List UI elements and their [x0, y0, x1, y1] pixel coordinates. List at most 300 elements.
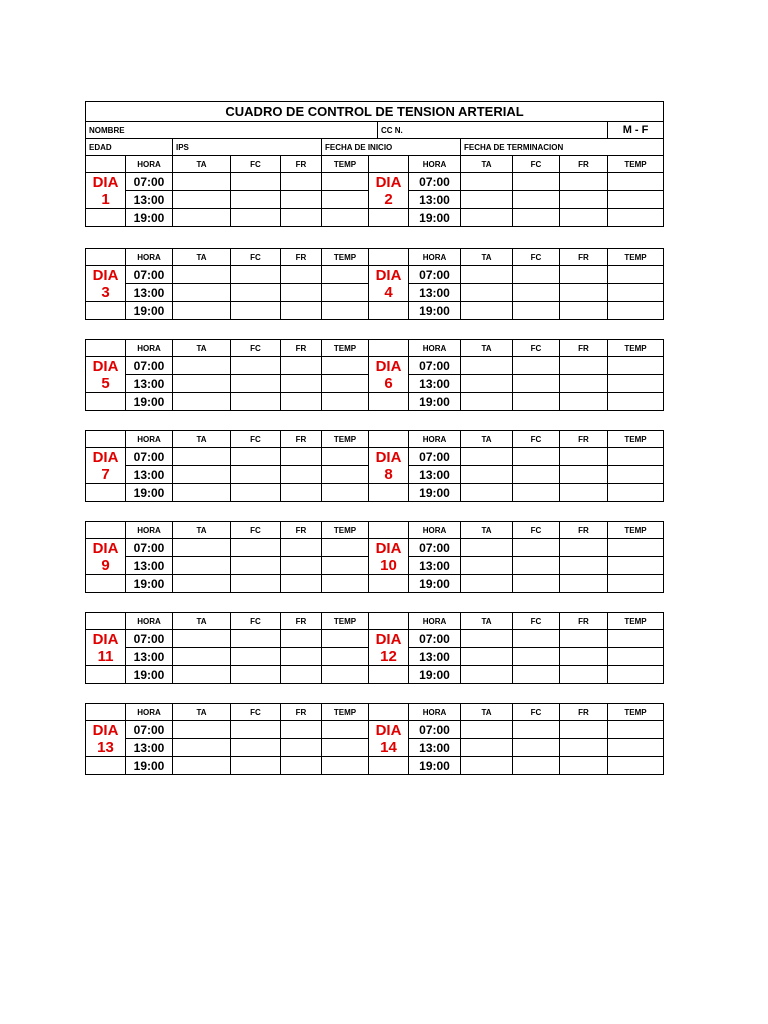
col-fc: FC — [513, 156, 560, 173]
fc-input-cell[interactable] — [231, 539, 281, 557]
ta-input-cell[interactable] — [173, 739, 231, 757]
fr-input-cell[interactable] — [560, 666, 608, 684]
col-ta: TA — [461, 704, 513, 721]
fecha-inicio-field[interactable]: FECHA DE INICIO — [322, 139, 461, 156]
col-temp: TEMP — [608, 704, 664, 721]
temp-input-cell[interactable] — [608, 630, 664, 648]
time-row — [86, 173, 664, 191]
col-fc: FC — [513, 340, 560, 357]
fc-input-cell[interactable] — [231, 357, 281, 375]
time-cell: 13:00 — [126, 191, 173, 209]
fr-input-cell[interactable] — [560, 448, 608, 466]
fr-input-cell[interactable] — [281, 484, 322, 502]
col-fc: FC — [513, 431, 560, 448]
fc-input-cell[interactable] — [513, 666, 560, 684]
temp-input-cell[interactable] — [608, 448, 664, 466]
col-ta: TA — [173, 704, 231, 721]
day-label-right: DIA 4 — [369, 266, 409, 302]
col-temp: TEMP — [322, 340, 369, 357]
time-cell: 13:00 — [409, 648, 461, 666]
ta-input-cell[interactable] — [173, 539, 231, 557]
fr-input-cell[interactable] — [560, 191, 608, 209]
ta-input-cell[interactable] — [461, 648, 513, 666]
time-cell: 13:00 — [409, 557, 461, 575]
col-fc: FC — [231, 522, 281, 539]
col-ta: TA — [461, 431, 513, 448]
temp-input-cell[interactable] — [608, 191, 664, 209]
temp-input-cell[interactable] — [608, 173, 664, 191]
time-row — [86, 757, 664, 775]
time-cell: 19:00 — [409, 209, 461, 227]
fc-input-cell[interactable] — [231, 173, 281, 191]
col-ta: TA — [461, 340, 513, 357]
ta-input-cell[interactable] — [461, 284, 513, 302]
ta-input-cell[interactable] — [173, 757, 231, 775]
day-spacer-cell — [86, 666, 126, 684]
day-label-left: DIA 5 — [86, 357, 126, 393]
header-blank-cell — [369, 249, 409, 266]
fc-input-cell[interactable] — [513, 630, 560, 648]
col-ta: TA — [173, 156, 231, 173]
col-fc: FC — [513, 613, 560, 630]
col-temp: TEMP — [322, 522, 369, 539]
fr-input-cell[interactable] — [281, 357, 322, 375]
fr-input-cell[interactable] — [281, 721, 322, 739]
col-fc: FC — [513, 249, 560, 266]
day-spacer-cell — [369, 575, 409, 593]
temp-input-cell[interactable] — [322, 466, 369, 484]
fc-input-cell[interactable] — [513, 302, 560, 320]
time-cell: 13:00 — [126, 557, 173, 575]
ta-input-cell[interactable] — [461, 302, 513, 320]
temp-input-cell[interactable] — [608, 393, 664, 411]
fc-input-cell[interactable] — [513, 173, 560, 191]
fr-input-cell[interactable] — [281, 191, 322, 209]
temp-input-cell[interactable] — [608, 209, 664, 227]
fr-input-cell[interactable] — [560, 266, 608, 284]
fc-input-cell[interactable] — [231, 648, 281, 666]
fc-input-cell[interactable] — [231, 739, 281, 757]
ta-input-cell[interactable] — [173, 357, 231, 375]
col-hora: HORA — [409, 522, 461, 539]
fc-input-cell[interactable] — [513, 393, 560, 411]
col-fr: FR — [281, 613, 322, 630]
temp-input-cell[interactable] — [608, 375, 664, 393]
fr-input-cell[interactable] — [560, 557, 608, 575]
fc-input-cell[interactable] — [513, 557, 560, 575]
fc-input-cell[interactable] — [231, 393, 281, 411]
col-temp: TEMP — [608, 522, 664, 539]
fc-input-cell[interactable] — [513, 375, 560, 393]
fc-input-cell[interactable] — [513, 739, 560, 757]
time-row — [86, 484, 664, 502]
edad-field[interactable]: EDAD — [86, 139, 173, 156]
fr-input-cell[interactable] — [281, 757, 322, 775]
time-cell: 19:00 — [126, 757, 173, 775]
time-cell: 07:00 — [409, 173, 461, 191]
fc-input-cell[interactable] — [513, 757, 560, 775]
temp-input-cell[interactable] — [322, 302, 369, 320]
ta-input-cell[interactable] — [461, 173, 513, 191]
fr-input-cell[interactable] — [560, 284, 608, 302]
col-ta: TA — [461, 249, 513, 266]
ta-input-cell[interactable] — [173, 393, 231, 411]
fecha-terminacion-field[interactable]: FECHA DE TERMINACION — [461, 139, 664, 156]
fc-input-cell[interactable] — [513, 721, 560, 739]
col-temp: TEMP — [608, 340, 664, 357]
temp-input-cell[interactable] — [608, 266, 664, 284]
time-row — [86, 448, 664, 466]
fr-input-cell[interactable] — [560, 721, 608, 739]
temp-input-cell[interactable] — [322, 557, 369, 575]
ta-input-cell[interactable] — [173, 448, 231, 466]
temp-input-cell[interactable] — [322, 448, 369, 466]
temp-input-cell[interactable] — [608, 466, 664, 484]
time-cell: 13:00 — [409, 466, 461, 484]
ta-input-cell[interactable] — [173, 209, 231, 227]
fr-input-cell[interactable] — [560, 393, 608, 411]
header-blank-cell — [86, 704, 126, 721]
fc-input-cell[interactable] — [513, 575, 560, 593]
day-spacer-cell — [369, 302, 409, 320]
col-fr: FR — [560, 522, 608, 539]
col-temp: TEMP — [322, 431, 369, 448]
fc-input-cell[interactable] — [513, 209, 560, 227]
col-fc: FC — [231, 704, 281, 721]
col-ta: TA — [461, 522, 513, 539]
temp-input-cell[interactable] — [608, 539, 664, 557]
ta-input-cell[interactable] — [461, 357, 513, 375]
day-spacer-cell — [86, 302, 126, 320]
col-hora: HORA — [126, 522, 173, 539]
temp-input-cell[interactable] — [322, 375, 369, 393]
time-cell: 13:00 — [126, 375, 173, 393]
temp-input-cell[interactable] — [322, 666, 369, 684]
sheet-title: CUADRO DE CONTROL DE TENSION ARTERIAL — [86, 102, 664, 122]
ta-input-cell[interactable] — [461, 484, 513, 502]
fc-input-cell[interactable] — [513, 266, 560, 284]
fr-input-cell[interactable] — [281, 575, 322, 593]
temp-input-cell[interactable] — [322, 739, 369, 757]
day-spacer-cell — [86, 209, 126, 227]
fr-input-cell[interactable] — [281, 557, 322, 575]
time-row — [86, 666, 664, 684]
fr-input-cell[interactable] — [281, 466, 322, 484]
ips-field[interactable]: IPS — [173, 139, 322, 156]
fc-input-cell[interactable] — [231, 284, 281, 302]
temp-input-cell[interactable] — [608, 648, 664, 666]
fr-input-cell[interactable] — [560, 357, 608, 375]
header-blank-cell — [86, 431, 126, 448]
temp-input-cell[interactable] — [608, 666, 664, 684]
fr-input-cell[interactable] — [560, 484, 608, 502]
header-blank-cell — [369, 522, 409, 539]
ta-input-cell[interactable] — [461, 191, 513, 209]
ta-input-cell[interactable] — [173, 630, 231, 648]
temp-input-cell[interactable] — [608, 302, 664, 320]
day-spacer-cell — [369, 666, 409, 684]
ta-input-cell[interactable] — [173, 302, 231, 320]
column-header-row — [86, 431, 664, 448]
nombre-field[interactable]: NOMBRE — [86, 122, 378, 139]
temp-input-cell[interactable] — [608, 739, 664, 757]
day-label-right: DIA 2 — [369, 173, 409, 209]
cc-field[interactable]: CC N. — [378, 122, 608, 139]
fc-input-cell[interactable] — [513, 539, 560, 557]
sex-field[interactable]: M - F — [608, 122, 664, 139]
fc-input-cell[interactable] — [231, 448, 281, 466]
fc-input-cell[interactable] — [513, 448, 560, 466]
col-fc: FC — [231, 613, 281, 630]
fr-input-cell[interactable] — [281, 739, 322, 757]
temp-input-cell[interactable] — [608, 357, 664, 375]
temp-input-cell[interactable] — [322, 721, 369, 739]
ta-input-cell[interactable] — [461, 739, 513, 757]
day-spacer-cell — [86, 575, 126, 593]
ta-input-cell[interactable] — [461, 266, 513, 284]
time-cell: 19:00 — [409, 393, 461, 411]
ta-input-cell[interactable] — [173, 648, 231, 666]
col-hora: HORA — [126, 340, 173, 357]
day-block-13-14 — [85, 703, 664, 775]
fr-input-cell[interactable] — [560, 757, 608, 775]
fc-input-cell[interactable] — [231, 209, 281, 227]
day-spacer-cell — [86, 757, 126, 775]
fr-input-cell[interactable] — [560, 209, 608, 227]
fr-input-cell[interactable] — [281, 302, 322, 320]
temp-input-cell[interactable] — [322, 575, 369, 593]
fr-input-cell[interactable] — [560, 648, 608, 666]
day-spacer-cell — [86, 484, 126, 502]
ta-input-cell[interactable] — [461, 757, 513, 775]
temp-input-cell[interactable] — [322, 484, 369, 502]
fr-input-cell[interactable] — [281, 209, 322, 227]
ta-input-cell[interactable] — [461, 721, 513, 739]
time-cell: 07:00 — [126, 266, 173, 284]
time-cell: 19:00 — [126, 484, 173, 502]
col-fr: FR — [281, 431, 322, 448]
fc-input-cell[interactable] — [231, 191, 281, 209]
col-temp: TEMP — [608, 249, 664, 266]
fr-input-cell[interactable] — [281, 173, 322, 191]
time-cell: 07:00 — [409, 448, 461, 466]
col-fr: FR — [281, 522, 322, 539]
fr-input-cell[interactable] — [560, 466, 608, 484]
ta-input-cell[interactable] — [173, 557, 231, 575]
fc-input-cell[interactable] — [231, 375, 281, 393]
time-cell: 19:00 — [126, 666, 173, 684]
temp-input-cell[interactable] — [322, 191, 369, 209]
temp-input-cell[interactable] — [608, 757, 664, 775]
fc-input-cell[interactable] — [231, 557, 281, 575]
ta-input-cell[interactable] — [173, 191, 231, 209]
fc-input-cell[interactable] — [513, 466, 560, 484]
fr-input-cell[interactable] — [560, 302, 608, 320]
col-hora: HORA — [126, 249, 173, 266]
time-cell: 13:00 — [126, 739, 173, 757]
ta-input-cell[interactable] — [173, 266, 231, 284]
ta-input-cell[interactable] — [461, 575, 513, 593]
column-header-row — [86, 522, 664, 539]
col-temp: TEMP — [322, 704, 369, 721]
temp-input-cell[interactable] — [608, 557, 664, 575]
col-hora: HORA — [409, 249, 461, 266]
time-cell: 19:00 — [126, 209, 173, 227]
column-header-row — [86, 249, 664, 266]
day-block-7-8 — [85, 430, 664, 502]
day-spacer-cell — [86, 393, 126, 411]
ta-input-cell[interactable] — [461, 466, 513, 484]
day-label-left: DIA 9 — [86, 539, 126, 575]
fc-input-cell[interactable] — [231, 630, 281, 648]
ta-input-cell[interactable] — [173, 375, 231, 393]
header-blank-cell — [369, 704, 409, 721]
ta-input-cell[interactable] — [173, 173, 231, 191]
ta-input-cell[interactable] — [461, 666, 513, 684]
temp-input-cell[interactable] — [608, 284, 664, 302]
time-cell: 07:00 — [126, 539, 173, 557]
fc-input-cell[interactable] — [231, 302, 281, 320]
ta-input-cell[interactable] — [173, 484, 231, 502]
fr-input-cell[interactable] — [281, 666, 322, 684]
fr-input-cell[interactable] — [560, 575, 608, 593]
fr-input-cell[interactable] — [560, 173, 608, 191]
col-fr: FR — [281, 704, 322, 721]
day-spacer-cell — [369, 757, 409, 775]
time-cell: 19:00 — [126, 302, 173, 320]
ta-input-cell[interactable] — [461, 630, 513, 648]
col-temp: TEMP — [322, 613, 369, 630]
fc-input-cell[interactable] — [513, 484, 560, 502]
ta-input-cell[interactable] — [173, 575, 231, 593]
day-label-right: DIA 6 — [369, 357, 409, 393]
col-fr: FR — [560, 431, 608, 448]
ta-input-cell[interactable] — [173, 666, 231, 684]
fr-input-cell[interactable] — [560, 375, 608, 393]
temp-input-cell[interactable] — [322, 757, 369, 775]
temp-input-cell[interactable] — [608, 484, 664, 502]
day-label-right: DIA 8 — [369, 448, 409, 484]
fc-input-cell[interactable] — [231, 666, 281, 684]
fr-input-cell[interactable] — [560, 739, 608, 757]
time-cell: 13:00 — [126, 648, 173, 666]
fr-input-cell[interactable] — [560, 630, 608, 648]
day-label-left: DIA 1 — [86, 173, 126, 209]
temp-input-cell[interactable] — [608, 575, 664, 593]
fr-input-cell[interactable] — [281, 648, 322, 666]
col-fr: FR — [560, 340, 608, 357]
day-label-left: DIA 3 — [86, 266, 126, 302]
fr-input-cell[interactable] — [281, 284, 322, 302]
ta-input-cell[interactable] — [461, 209, 513, 227]
time-cell: 07:00 — [409, 539, 461, 557]
time-cell: 19:00 — [126, 575, 173, 593]
ta-input-cell[interactable] — [461, 375, 513, 393]
temp-input-cell[interactable] — [322, 539, 369, 557]
time-cell: 07:00 — [409, 630, 461, 648]
temp-input-cell[interactable] — [608, 721, 664, 739]
fc-input-cell[interactable] — [513, 284, 560, 302]
fc-input-cell[interactable] — [231, 484, 281, 502]
temp-input-cell[interactable] — [322, 357, 369, 375]
header-blank-cell — [86, 522, 126, 539]
time-row — [86, 393, 664, 411]
col-fc: FC — [231, 340, 281, 357]
ta-input-cell[interactable] — [173, 721, 231, 739]
ta-input-cell[interactable] — [461, 539, 513, 557]
time-cell: 13:00 — [409, 739, 461, 757]
time-row — [86, 630, 664, 648]
temp-input-cell[interactable] — [322, 648, 369, 666]
col-fc: FC — [231, 249, 281, 266]
fc-input-cell[interactable] — [231, 466, 281, 484]
time-cell: 19:00 — [409, 757, 461, 775]
time-cell: 19:00 — [409, 575, 461, 593]
fr-input-cell[interactable] — [281, 393, 322, 411]
col-ta: TA — [173, 431, 231, 448]
time-cell: 19:00 — [126, 393, 173, 411]
temp-input-cell[interactable] — [322, 209, 369, 227]
col-fr: FR — [281, 249, 322, 266]
fr-input-cell[interactable] — [560, 539, 608, 557]
ta-input-cell[interactable] — [461, 557, 513, 575]
time-row — [86, 575, 664, 593]
fc-input-cell[interactable] — [513, 191, 560, 209]
ta-input-cell[interactable] — [173, 284, 231, 302]
fc-input-cell[interactable] — [513, 648, 560, 666]
day-block-11-12 — [85, 612, 664, 684]
col-fc: FC — [231, 431, 281, 448]
ta-input-cell[interactable] — [461, 448, 513, 466]
column-header-row — [86, 613, 664, 630]
fc-input-cell[interactable] — [513, 357, 560, 375]
col-hora: HORA — [126, 431, 173, 448]
day-spacer-cell — [369, 209, 409, 227]
fc-input-cell[interactable] — [231, 757, 281, 775]
fr-input-cell[interactable] — [281, 375, 322, 393]
time-cell: 19:00 — [409, 484, 461, 502]
col-ta: TA — [461, 613, 513, 630]
temp-input-cell[interactable] — [322, 173, 369, 191]
col-ta: TA — [173, 522, 231, 539]
fr-input-cell[interactable] — [281, 266, 322, 284]
fr-input-cell[interactable] — [281, 539, 322, 557]
header-blank-cell — [369, 431, 409, 448]
col-fc: FC — [513, 522, 560, 539]
fc-input-cell[interactable] — [231, 266, 281, 284]
header-blank-cell — [369, 156, 409, 173]
fr-input-cell[interactable] — [281, 448, 322, 466]
fc-input-cell[interactable] — [231, 575, 281, 593]
temp-input-cell[interactable] — [322, 393, 369, 411]
header-blank-cell — [86, 156, 126, 173]
col-fr: FR — [560, 613, 608, 630]
temp-input-cell[interactable] — [322, 266, 369, 284]
col-fc: FC — [513, 704, 560, 721]
ta-input-cell[interactable] — [173, 466, 231, 484]
time-cell: 13:00 — [126, 466, 173, 484]
time-cell: 13:00 — [409, 375, 461, 393]
col-hora: HORA — [126, 704, 173, 721]
temp-input-cell[interactable] — [322, 284, 369, 302]
ta-input-cell[interactable] — [461, 393, 513, 411]
fc-input-cell[interactable] — [231, 721, 281, 739]
header-blank-cell — [86, 340, 126, 357]
fr-input-cell[interactable] — [281, 630, 322, 648]
time-cell: 07:00 — [126, 630, 173, 648]
temp-input-cell[interactable] — [322, 630, 369, 648]
day-label-right: DIA 10 — [369, 539, 409, 575]
